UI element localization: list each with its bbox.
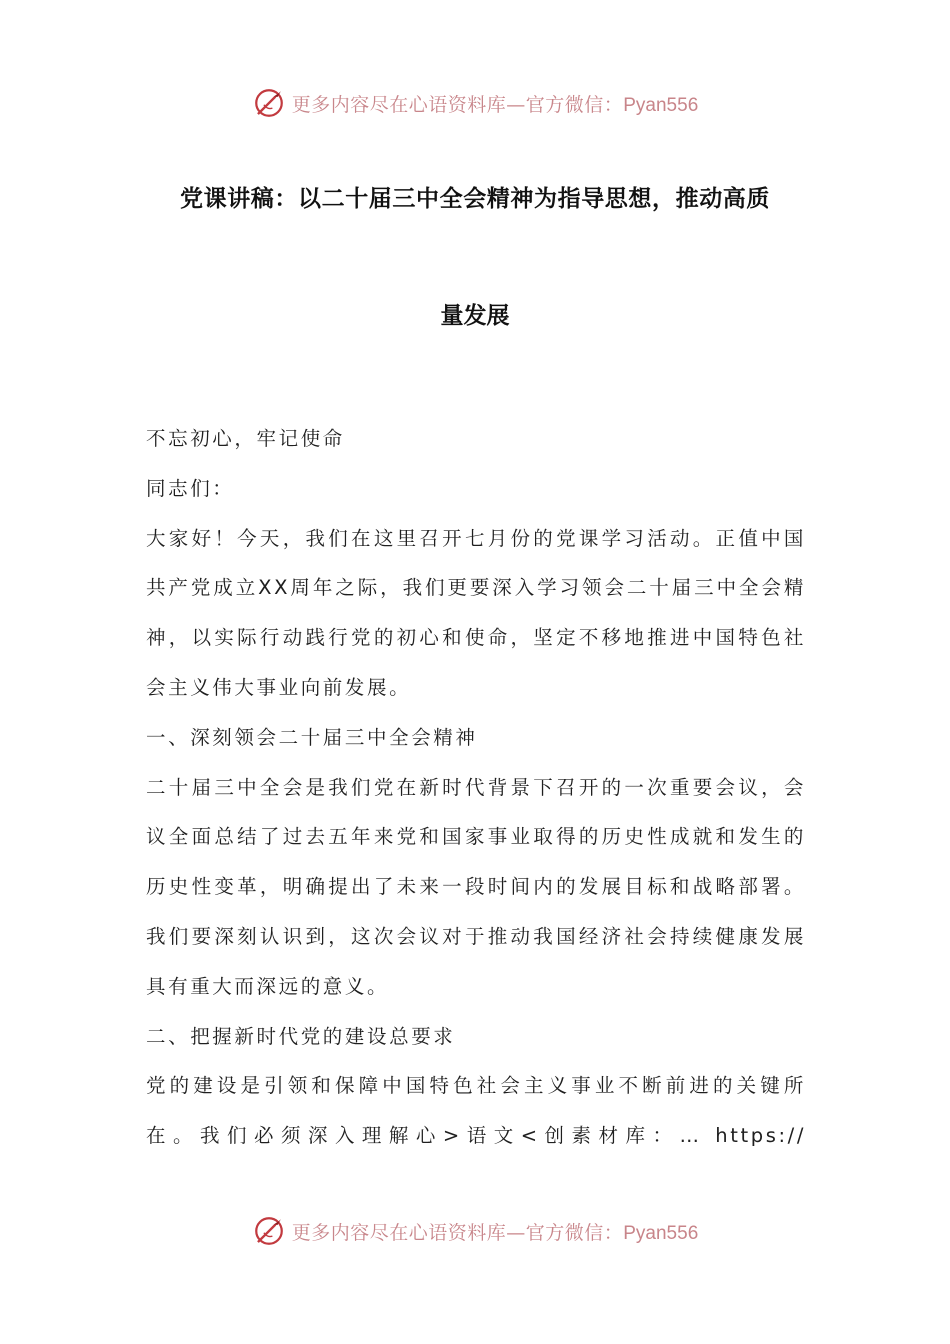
- body-paragraph: 大家好！今天，我们在这里召开七月份的党课学习活动。正值中国共产党成立XX周年之际，我们更要深入学习领会二十届三中全会精神，以实际行动践行党的初心和使命，坚定不移地推进中国特色社会主义伟大事业向前发展。: [146, 526, 806, 699]
- salutation: 同志们：: [146, 476, 235, 500]
- fountain-pen-icon: [252, 1214, 286, 1248]
- watermark-footer: [0, 1209, 950, 1253]
- watermark-wechat-id: Pyan556: [623, 1222, 699, 1244]
- watermark-header: [0, 81, 950, 125]
- document-body: [146, 414, 806, 1161]
- body-paragraph: 党的建设是引领和保障中国特色社会主义事业不断前进的关键所在。我们必须深入理解心>语文<创素材库：… https://: [146, 1074, 806, 1148]
- subtitle-slogan: 不忘初心，牢记使命: [146, 427, 345, 450]
- document-title-line-1: 党课讲稿：以二十届三中全会精神为指导思想，推动高质: [180, 186, 770, 212]
- watermark-slogan: 更多内容尽在心语资料库—官方微信：: [291, 1221, 624, 1244]
- watermark-wechat-id: Pyan556: [623, 94, 699, 116]
- fountain-pen-icon: [252, 86, 286, 120]
- section-heading: 二、把握新时代党的建设总要求: [146, 1024, 456, 1048]
- section-heading: 一、深刻领会二十届三中全会精神: [146, 725, 478, 749]
- watermark-text: [292, 1218, 699, 1245]
- watermark-slogan: 更多内容尽在心语资料库—官方微信：: [291, 93, 624, 116]
- watermark-text: [292, 90, 699, 117]
- body-paragraph: 二十届三中全会是我们党在新时代背景下召开的一次重要会议，会议全面总结了过去五年来党和国家事业取得的历史性成就和发生的历史性变革，明确提出了未来一段时间内的发展目标和战略部署。我们要深刻认识到，这次会议对于推动我国经济社会持续健康发展具有重大而深远的意义。: [146, 775, 806, 998]
- document-title-line-2: 量发展: [440, 303, 510, 329]
